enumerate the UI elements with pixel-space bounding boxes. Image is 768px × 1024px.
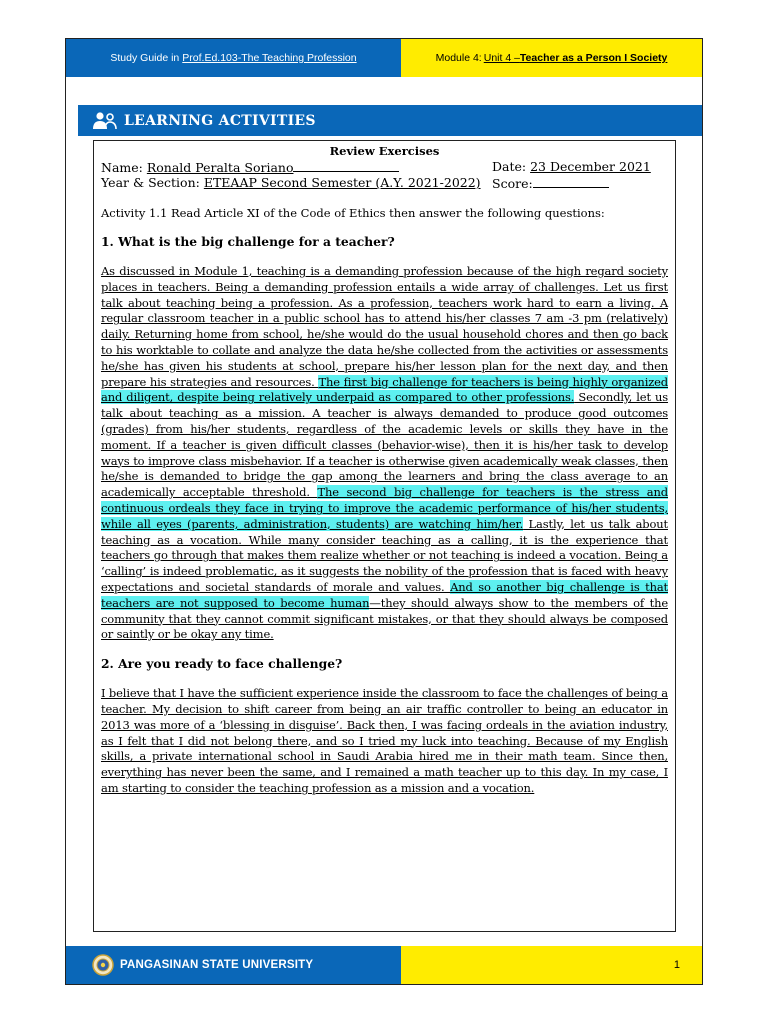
university-name: PANGASINAN STATE UNIVERSITY	[120, 959, 314, 971]
footer-page-bar	[401, 946, 702, 984]
date-value[interactable]: 23 December 2021	[530, 159, 651, 174]
answer-1	[101, 264, 668, 643]
footer-university-bar	[66, 946, 401, 984]
answer-1-highlight-2: The second big challenge for teachers is the stress and continuous ordeals they face in trying to improve the academic performance of his/her students, while all eyes (parents, administration, students) are watching him/her.	[101, 485, 668, 531]
header-right	[401, 39, 702, 77]
learning-activities-bar	[78, 105, 702, 136]
name-value[interactable]: Ronald Peralta Soriano	[146, 160, 294, 175]
year-value[interactable]: ETEAAP Second Semester (A.Y. 2021-2022)	[203, 175, 481, 190]
score-label: Score:	[492, 176, 533, 191]
header-left	[66, 39, 401, 77]
module-prefix: Module 4:	[435, 52, 482, 64]
page-number: 1	[673, 959, 680, 971]
answer-1-text-part-2: Secondly, let us talk about teaching as a mission. A teacher is always demanded to produce good outcomes (grades) from his/her students, regardless of the academic levels or skills they have in the moment. If a teacher is given difficult classes (behavior-wise), then it is his/her task to develop ways to improve class misbehavior. If a teacher is otherwise given academically weak classes, then he/she is demanded to bridge the gap among the learners and bring the class average to an academically acceptable threshold.	[101, 390, 669, 500]
people-icon	[92, 111, 118, 131]
course-link[interactable]: Prof.Ed.103-The Teaching Profession	[182, 52, 357, 64]
answer-1-text-part-4: —they should always show to the members of the community that they cannot commit significant mistakes, or that they should always be composed or saintly or be okay any time.	[101, 595, 668, 642]
section-title: LEARNING ACTIVITIES	[124, 112, 316, 129]
question-2: 2. Are you ready to face challenge?	[101, 656, 343, 672]
activity-instruction: Activity 1.1 Read Article XI of the Code of Ethics then answer the following questions:	[101, 206, 605, 220]
score-blank[interactable]	[533, 175, 609, 188]
question-1: 1. What is the big challenge for a teacher?	[101, 234, 395, 249]
date-label: Date:	[492, 159, 527, 174]
study-guide-prefix: Study Guide in	[110, 52, 180, 64]
answer-1-highlight-3: And so another big challenge is that teachers are not supposed to become human	[101, 579, 668, 610]
answer-1-text-part-3: Lastly, let us talk about teaching as a vocation. While many consider teaching as a calling, it is the experience that teachers go through that makes them realize whether or not teaching is indeed a vocation. Being a ‘calling’ is indeed problematic, as it suggests the nobility of the profession that is faced with heavy expectations and societal standards of morale and values.	[101, 516, 668, 594]
answer-1-highlight-1: The first big challenge for teachers is being highly organized and diligent, despite being relatively underpaid as compared to other professions.	[101, 374, 668, 405]
name-label: Name:	[101, 160, 143, 175]
exercise-title: Review Exercises	[329, 144, 440, 158]
answer-2: I believe that I have the sufficient experience inside the classroom to face the challenges of being a teacher. My decision to shift career from being an air traffic controller to being an educator in 2013 was more of a ‘blessing in disguise’. Back then, I was facing ordeals in the aviation industry, as I felt that I did not belong there, and so I tried my luck into teaching. Because of my English skills, a private international school in Saudi Arabia hired me in their math team. Since then, everything has never been the same, and I remained a math teacher up to this day. In my case, I am starting to consider the teaching profession as a mission and a vocation.	[101, 686, 668, 795]
student-info	[101, 159, 668, 191]
year-label: Year & Section:	[101, 175, 200, 190]
unit-title: Teacher as a Person I Society	[519, 52, 668, 64]
review-exercises-box	[93, 140, 676, 932]
university-seal-icon	[92, 954, 114, 976]
unit-label: Unit 4 –	[483, 52, 520, 64]
name-blank	[293, 159, 399, 172]
answer-1-text-part-1: As discussed in Module 1, teaching is a demanding profession because of the high regard society places in teachers. Being a demanding profession entails a wide array of challenges. Let us first talk about teaching being a profession. As a profession, teachers work hard to earn a living. A regular classroom teacher in a public school has to attend his/her classes 7 am -3 pm (relatively) daily. Returning home from school, he/she would do the usual household chores and then go back to his worktable to collate and analyze the data he/she collected from the activities or assessments he/she has given his students at school, prepare his/her lesson plan for the next day, and then prepare his strategies and resources.	[101, 264, 668, 389]
